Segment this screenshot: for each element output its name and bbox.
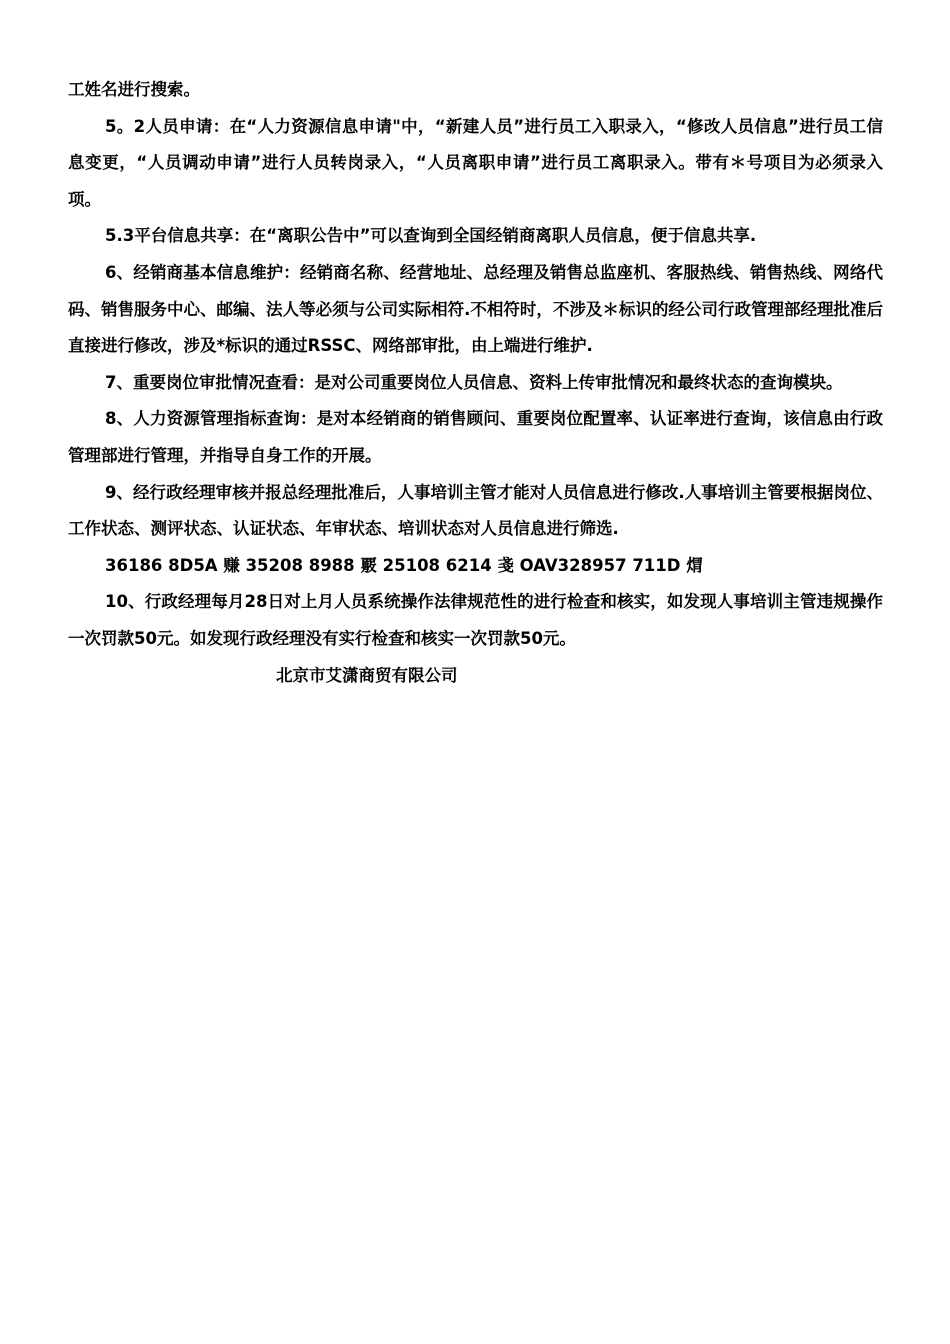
company-signature: 北京市艾潇商贸有限公司	[276, 665, 458, 685]
paragraph-info-sharing: 5.3平台信息共享：在“离职公告中”可以查询到全国经销商离职人员信息，便于信息共享.	[105, 226, 757, 246]
paragraph-monthly-check: 10、行政经理每月28日对上月人员系统操作法律规范性的进行检查和核实，如发现人事培训主管违规操作一次罚款50元。如发现行政经理没有实行检查和核实一次罚款50元。	[68, 592, 883, 648]
paragraph-hr-indicator-query: 8、人力资源管理指标查询：是对本经销商的销售顾问、重要岗位配置率、认证率进行查询，该信息由行政管理部进行管理，并指导自身工作的开展。	[68, 409, 883, 465]
document-body	[68, 72, 883, 694]
paragraph-dealer-info-maintenance: 6、经销商基本信息维护：经销商名称、经营地址、总经理及销售总监座机、客服热线、销售热线、网络代码、销售服务中心、邮编、法人等必须与公司实际相符.不相符时，不涉及＊标识的经公司行政管理部经理批准后直接进行修改，涉及*标识的通过RSSC、网络部审批，由上端进行维护.	[68, 262, 883, 356]
paragraph-continuation: 工姓名进行搜索。	[68, 80, 200, 99]
paragraph-personnel-application: 5。2人员申请：在“人力资源信息申请"中，“新建人员”进行员工入职录入，“修改人员信息”进行员工信息变更，“人员调动申请”进行人员转岗录入，“人员离职申请”进行员工离职录入。带有＊号项目为必须录入项。	[68, 116, 883, 209]
paragraph-key-post-approval: 7、重要岗位审批情况查看：是对公司重要岗位人员信息、资料上传审批情况和最终状态的查询模块。	[105, 372, 843, 392]
paragraph-code-line: 36186 8D5A 赚 35208 8988 覈 25108 6214 戔 OAV328957 711D 焨	[105, 555, 703, 575]
paragraph-info-modification: 9、经行政经理审核并报总经理批准后，人事培训主管才能对人员信息进行修改.人事培训主管要根据岗位、工作状态、测评状态、认证状态、年审状态、培训状态对人员信息进行筛选.	[68, 482, 883, 539]
